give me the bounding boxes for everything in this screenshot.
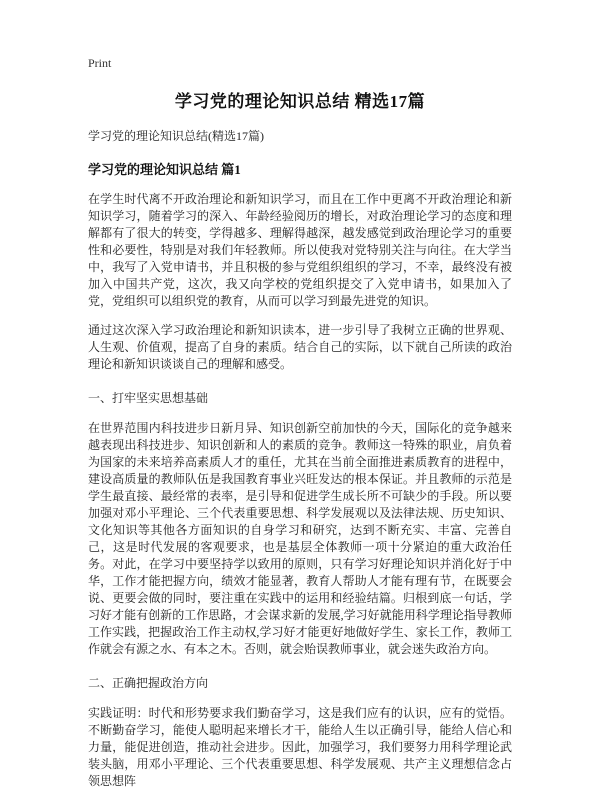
body-paragraph: 通过这次深入学习政治理论和新知识读本，进一步引导了我树立正确的世界观、人生观、价值观，提高了自身的素质。结合自己的实际，以下就自己所读的政治理论和新知识谈谈自己的理解和感受。 xyxy=(88,323,512,371)
sub-heading-2: 二、正确把握政治方向 xyxy=(88,676,209,690)
section-heading: 学习党的理论知识总结 篇1 xyxy=(88,162,241,177)
sub-heading-1: 一、打牢坚实思想基础 xyxy=(88,391,209,405)
print-link[interactable]: Print xyxy=(88,56,112,70)
body-paragraph: 在学生时代离不开政治理论和新知识学习，而且在工作中更离不开政治理论和新知识学习，随着学习的深入、年龄经验阅历的增长，对政治理论学习的态度和理解都有了很大的转变，学得越多、理解得越深，越发感觉到政治理论学习的重要性和必要性，特别是对我们年轻教师。所以使我对党特别关注与向往。在大学当中，我写了入党申请书，并且积极的参与党组织组织的学习，不幸，最终没有被加入中国共产党，这次，我又向学校的党组织提交了入党申请书，如果加入了党，党组织可以组织党的教育，从而可以学习到最先进党的知识。 xyxy=(88,192,512,308)
page-title: 学习党的理论知识总结 精选17篇 xyxy=(174,92,426,111)
body-paragraph: 实践证明：时代和形势要求我们勤奋学习，这是我们应有的认识，应有的觉悟。不断勤奋学习，能使人聪明起来增长才干，能给人生以正确引导，能给人信心和力量，能促进创造，推动社会进步。因此，加强学习，我们要努力用科学理论武装头脑，用邓小平理论、三个代表重要思想、科学发展观、共产主义理想信念占领思想阵 xyxy=(88,706,512,788)
body-paragraph: 在世界范围内科技进步日新月异、知识创新空前加快的今天，国际化的竞争越来越表现出科技进步、知识创新和人的素质的竞争。教师这一特殊的职业，肩负着为国家的未来培养高素质人才的重任，尤其在当前全面推进素质教育的进程中，建设高质量的教师队伍是我国教育事业兴旺发达的根本保证。并且教师的示范是学生最直接、最经常的表率，是引导和促进学生成长所不可缺少的手段。所以要加强对邓小平理论、三个代表重要思想、科学发展观以及法律法规、历史知识、文化知识等其他各方面知识的自身学习和研究，达到不断充实、丰富、完善自己，这是时代发展的客观要求，也是基层全体教师一项十分紧迫的重大政治任务。对此，在学习中要坚持学以致用的原则，只有学习好理论知识并消化好于中华，工作才能把握方向，绩效才能显著，教育人帮助人才能有理有节，在既要会说、更要会做的同时，要注重在实践中的运用和经验结篇。归根到底一句话，学习好才能有创新的工作思路，才会谋求新的发展,学习好就能用科学理论指导教师工作实践，把握政治工作主动权,学习好才能更好地做好学生、家长工作，教师工作就会有源之水、有本之木。否则，就会贻误教师事业，就会迷失政治方向。 xyxy=(88,421,512,656)
page-subtitle: 学习党的理论知识总结(精选17篇) xyxy=(88,129,264,143)
